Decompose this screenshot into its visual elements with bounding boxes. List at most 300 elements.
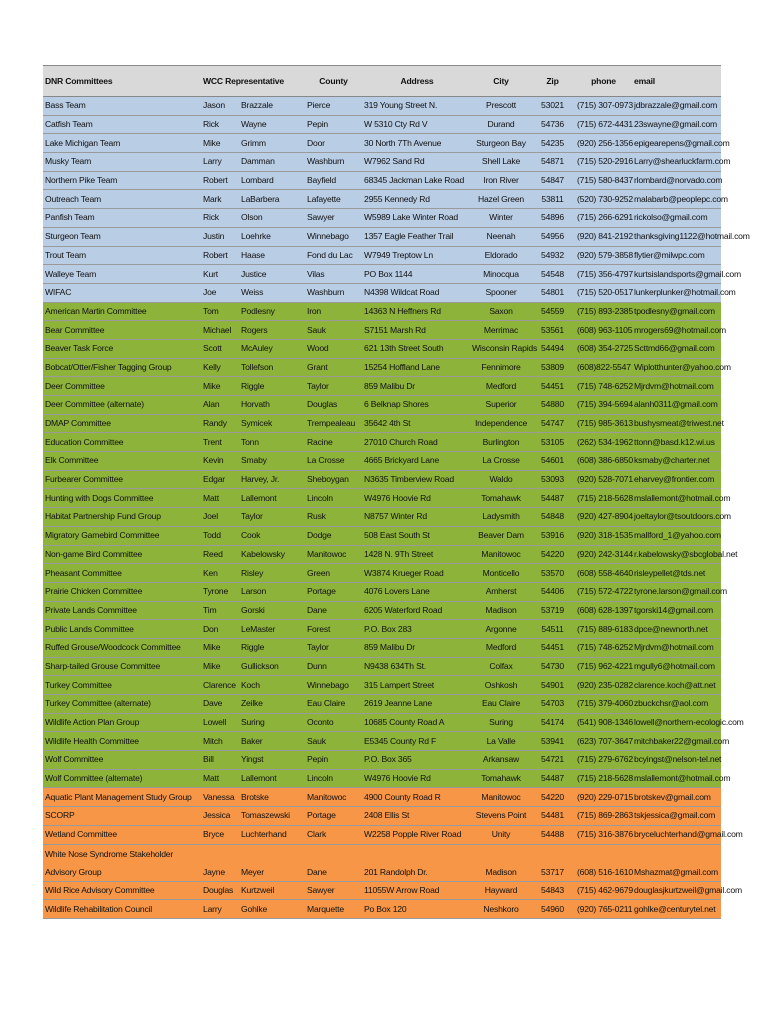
county-cell: Iron <box>305 302 362 321</box>
rep-last-name-cell: Wayne <box>239 115 305 134</box>
table-row <box>43 115 721 134</box>
committee-cell: Migratory Gamebird Committee <box>43 526 201 545</box>
table-row <box>43 769 721 788</box>
table-row <box>43 582 721 601</box>
city-cell: Colfax <box>472 657 530 676</box>
rep-first-name-cell: Joel <box>201 508 239 527</box>
address-cell: W4976 Hoovie Rd <box>362 769 472 788</box>
city-cell: Madison <box>472 601 530 620</box>
address-cell: W2258 Popple River Road <box>362 825 472 844</box>
table-row <box>43 489 721 508</box>
table-row <box>43 545 721 564</box>
city-cell: Spooner <box>472 283 530 302</box>
zip-cell: 53561 <box>530 321 575 340</box>
city-cell: Durand <box>472 115 530 134</box>
rep-last-name-cell: Haase <box>239 246 305 265</box>
rep-last-name-cell: McAuley <box>239 339 305 358</box>
email-cell: mallford_1@yahoo.com <box>632 526 721 545</box>
email-cell: epigearepens@gmail.com <box>632 134 721 153</box>
phone-cell: (920) 579-3858 <box>575 246 632 265</box>
header-city: City <box>472 66 530 97</box>
rep-last-name-cell: Koch <box>239 676 305 695</box>
zip-cell: 54956 <box>530 227 575 246</box>
address-cell: 6205 Waterford Road <box>362 601 472 620</box>
address-cell: W 5310 Cty Rd V <box>362 115 472 134</box>
rep-first-name-cell: Jessica <box>201 807 239 826</box>
table-row <box>43 844 721 881</box>
county-cell: Rusk <box>305 508 362 527</box>
zip-cell: 54721 <box>530 751 575 770</box>
phone-cell: (715) 672-4431 <box>575 115 632 134</box>
email-cell: gohlke@centurytel.net <box>632 900 721 919</box>
address-cell: 15254 Hoffland Lane <box>362 358 472 377</box>
phone-cell: (715) 218-5628 <box>575 489 632 508</box>
rep-last-name-cell: Olson <box>239 209 305 228</box>
phone-cell: (608) 963-1105 <box>575 321 632 340</box>
city-cell: Manitowoc <box>472 545 530 564</box>
rep-last-name-cell: Gorski <box>239 601 305 620</box>
email-cell: mslallemont@hotmail.com <box>632 489 721 508</box>
table-row <box>43 377 721 396</box>
rep-last-name-cell: Grimm <box>239 134 305 153</box>
rep-last-name-cell: Weiss <box>239 283 305 302</box>
county-cell: Douglas <box>305 396 362 415</box>
committee-cell: Beaver Task Force <box>43 339 201 358</box>
committee-cell: Pheasant Committee <box>43 564 201 583</box>
email-cell: zbuckchsr@aol.com <box>632 695 721 714</box>
zip-cell: 54559 <box>530 302 575 321</box>
table-row <box>43 508 721 527</box>
rep-first-name-cell: Michael <box>201 321 239 340</box>
rep-last-name-cell: Riggle <box>239 638 305 657</box>
table-row <box>43 134 721 153</box>
table-row <box>43 713 721 732</box>
table-row <box>43 676 721 695</box>
county-cell: Vilas <box>305 265 362 284</box>
table-row <box>43 190 721 209</box>
city-cell: Manitowoc <box>472 788 530 807</box>
phone-cell: (920) 765-0211 <box>575 900 632 919</box>
committee-cell: Deer Committee <box>43 377 201 396</box>
phone-cell: (715) 869-2863 <box>575 807 632 826</box>
table-row <box>43 638 721 657</box>
county-cell: Lafayette <box>305 190 362 209</box>
zip-cell: 54880 <box>530 396 575 415</box>
city-cell: Madison <box>472 844 530 881</box>
address-cell: N3635 Timberview Road <box>362 470 472 489</box>
rep-first-name-cell: Robert <box>201 171 239 190</box>
rep-first-name-cell: Don <box>201 620 239 639</box>
county-cell: Clark <box>305 825 362 844</box>
committee-cell: Walleye Team <box>43 265 201 284</box>
rep-last-name-cell: Smaby <box>239 452 305 471</box>
county-cell: Lincoln <box>305 769 362 788</box>
city-cell: Tomahawk <box>472 489 530 508</box>
county-cell: Manitowoc <box>305 788 362 807</box>
rep-last-name-cell: Cook <box>239 526 305 545</box>
rep-first-name-cell: Matt <box>201 769 239 788</box>
table-row <box>43 302 721 321</box>
rep-last-name-cell: LaBarbera <box>239 190 305 209</box>
rep-last-name-cell: Damman <box>239 153 305 172</box>
phone-cell: (715) 316-3876 <box>575 825 632 844</box>
committee-cell: WIFAC <box>43 283 201 302</box>
rep-last-name-cell: Kurtzweil <box>239 881 305 900</box>
committee-cell: Public Lands Committee <box>43 620 201 639</box>
email-cell: mrogers69@hotmail.com <box>632 321 721 340</box>
county-cell: Sauk <box>305 321 362 340</box>
address-cell: 319 Young Street N. <box>362 97 472 116</box>
email-cell: Larry@shearluckfarm.com <box>632 153 721 172</box>
rep-first-name-cell: Larry <box>201 153 239 172</box>
address-cell: 14363 N Heffners Rd <box>362 302 472 321</box>
zip-cell: 54736 <box>530 115 575 134</box>
phone-cell: (920) 229-0715 <box>575 788 632 807</box>
rep-last-name-cell: Lallemont <box>239 489 305 508</box>
address-cell: 1357 Eagle Feather Trail <box>362 227 472 246</box>
address-cell: E5345 County Rd F <box>362 732 472 751</box>
email-cell: bcyingst@nelson-tel.net <box>632 751 721 770</box>
committee-cell: Wolf Committee (alternate) <box>43 769 201 788</box>
city-cell: Ladysmith <box>472 508 530 527</box>
address-cell: 4665 Brickyard Lane <box>362 452 472 471</box>
address-cell: 621 13th Street South <box>362 339 472 358</box>
address-cell: 68345 Jackman Lake Road <box>362 171 472 190</box>
table-row <box>43 321 721 340</box>
zip-cell: 53916 <box>530 526 575 545</box>
city-cell: Monticello <box>472 564 530 583</box>
address-cell: 859 Malibu Dr <box>362 638 472 657</box>
rep-first-name-cell: Larry <box>201 900 239 919</box>
address-cell: 508 East South St <box>362 526 472 545</box>
header-email: email <box>632 66 721 97</box>
table-row <box>43 283 721 302</box>
zip-cell: 54511 <box>530 620 575 639</box>
rep-last-name-cell: Brazzale <box>239 97 305 116</box>
committee-cell: Trout Team <box>43 246 201 265</box>
phone-cell: (715) 962-4221 <box>575 657 632 676</box>
table-row <box>43 620 721 639</box>
table-row <box>43 825 721 844</box>
zip-cell: 54548 <box>530 265 575 284</box>
email-cell: malabarb@peoplepc.com <box>632 190 721 209</box>
committee-cell: Habitat Partnership Fund Group <box>43 508 201 527</box>
table-row <box>43 358 721 377</box>
email-cell: tyrone.larson@gmail.com <box>632 582 721 601</box>
committee-cell: SCORP <box>43 807 201 826</box>
email-cell: Scttmd66@gmail.com <box>632 339 721 358</box>
rep-first-name-cell: Mitch <box>201 732 239 751</box>
address-cell: W7949 Treptow Ln <box>362 246 472 265</box>
city-cell: La Crosse <box>472 452 530 471</box>
zip-cell: 54901 <box>530 676 575 695</box>
zip-cell: 54848 <box>530 508 575 527</box>
zip-cell: 54801 <box>530 283 575 302</box>
header-county: County <box>305 66 362 97</box>
table-row <box>43 339 721 358</box>
committee-cell: Education Committee <box>43 433 201 452</box>
table-row <box>43 246 721 265</box>
county-cell: Green <box>305 564 362 583</box>
phone-cell: (262) 534-1962 <box>575 433 632 452</box>
rep-first-name-cell: Scott <box>201 339 239 358</box>
rep-last-name-cell: Rogers <box>239 321 305 340</box>
rep-last-name-cell: Tollefson <box>239 358 305 377</box>
rep-last-name-cell: Yingst <box>239 751 305 770</box>
phone-cell: (920) 427-8904 <box>575 508 632 527</box>
city-cell: Medford <box>472 377 530 396</box>
address-cell: 2619 Jeanne Lane <box>362 695 472 714</box>
rep-first-name-cell: Clarence <box>201 676 239 695</box>
email-cell: lunkerplunker@hotmail.com <box>632 283 721 302</box>
rep-last-name-cell: Risley <box>239 564 305 583</box>
email-cell: ttonn@basd.k12.wi.us <box>632 433 721 452</box>
committee-cell: Musky Team <box>43 153 201 172</box>
committee-cell: Ruffed Grouse/Woodcock Committee <box>43 638 201 657</box>
address-cell: 35642 4th St <box>362 414 472 433</box>
rep-last-name-cell: Kabelowsky <box>239 545 305 564</box>
email-cell: Mjrdvm@hotmail.com <box>632 377 721 396</box>
committee-cell: Bass Team <box>43 97 201 116</box>
email-cell: bryceluchterhand@gmail.com <box>632 825 721 844</box>
phone-cell: (715) 893-2385 <box>575 302 632 321</box>
phone-cell: (520) 730-9252 <box>575 190 632 209</box>
committee-cell: Hunting with Dogs Committee <box>43 489 201 508</box>
phone-cell: (920) 235-0282 <box>575 676 632 695</box>
phone-cell: (608) 516-1610 <box>575 844 632 881</box>
committee-cell: Sturgeon Team <box>43 227 201 246</box>
city-cell: La Valle <box>472 732 530 751</box>
phone-cell: (608) 558-4640 <box>575 564 632 583</box>
address-cell: 2408 Ellis St <box>362 807 472 826</box>
address-cell: 2955 Kennedy Rd <box>362 190 472 209</box>
address-cell: 6 Belknap Shores <box>362 396 472 415</box>
rep-first-name-cell: Mike <box>201 638 239 657</box>
zip-cell: 53570 <box>530 564 575 583</box>
rep-first-name-cell: Mark <box>201 190 239 209</box>
city-cell: Wisconsin Rapids <box>472 339 530 358</box>
zip-cell: 54487 <box>530 489 575 508</box>
committee-cell: Lake Michigan Team <box>43 134 201 153</box>
email-cell: douglasjkurtzweil@gmail.com <box>632 881 721 900</box>
city-cell: Waldo <box>472 470 530 489</box>
rep-last-name-cell: Symicek <box>239 414 305 433</box>
email-cell: dpce@newnorth.net <box>632 620 721 639</box>
header-row <box>43 66 721 97</box>
committee-cell: Private Lands Committee <box>43 601 201 620</box>
phone-cell: (715) 394-5694 <box>575 396 632 415</box>
committee-cell: Wolf Committee <box>43 751 201 770</box>
table-row <box>43 526 721 545</box>
county-cell: Sawyer <box>305 209 362 228</box>
table-row <box>43 452 721 471</box>
zip-cell: 54847 <box>530 171 575 190</box>
zip-cell: 54451 <box>530 377 575 396</box>
city-cell: Minocqua <box>472 265 530 284</box>
phone-cell: (715) 572-4722 <box>575 582 632 601</box>
city-cell: Fennimore <box>472 358 530 377</box>
city-cell: Winter <box>472 209 530 228</box>
committee-cell: Wetland Committee <box>43 825 201 844</box>
address-cell: 201 Randolph Dr. <box>362 844 472 881</box>
phone-cell: (715) 985-3613 <box>575 414 632 433</box>
table-row <box>43 881 721 900</box>
address-cell: 315 Lampert Street <box>362 676 472 695</box>
rep-last-name-cell: Tomaszewski <box>239 807 305 826</box>
address-cell: W3874 Krueger Road <box>362 564 472 583</box>
zip-cell: 53941 <box>530 732 575 751</box>
rep-first-name-cell: Justin <box>201 227 239 246</box>
committee-cell: American Martin Committee <box>43 302 201 321</box>
rep-first-name-cell: Edgar <box>201 470 239 489</box>
phone-cell: (920) 528-7071 <box>575 470 632 489</box>
rep-last-name-cell: Gohlke <box>239 900 305 919</box>
address-cell: W5989 Lake Winter Road <box>362 209 472 228</box>
email-cell: tpodlesny@gmail.com <box>632 302 721 321</box>
email-cell: thanksgiving1122@hotmail.com <box>632 227 721 246</box>
committee-cell: Furbearer Committee <box>43 470 201 489</box>
rep-last-name-cell: Meyer <box>239 844 305 881</box>
table-row <box>43 227 721 246</box>
county-cell: Taylor <box>305 638 362 657</box>
city-cell: Eau Claire <box>472 695 530 714</box>
county-cell: Grant <box>305 358 362 377</box>
rep-last-name-cell: LeMaster <box>239 620 305 639</box>
city-cell: Argonne <box>472 620 530 639</box>
email-cell: Mjrdvm@hotmail.com <box>632 638 721 657</box>
email-cell: lowell@northern-ecologic.com <box>632 713 721 732</box>
email-cell: tgorski14@gmail.com <box>632 601 721 620</box>
address-cell: P.O. Box 283 <box>362 620 472 639</box>
phone-cell: (715) 462-9679 <box>575 881 632 900</box>
city-cell: Iron River <box>472 171 530 190</box>
email-cell: mslallemont@hotmail.com <box>632 769 721 788</box>
phone-cell: (715) 748-6252 <box>575 377 632 396</box>
city-cell: Saxon <box>472 302 530 321</box>
rep-last-name-cell: Loehrke <box>239 227 305 246</box>
zip-cell: 53809 <box>530 358 575 377</box>
city-cell: Stevens Point <box>472 807 530 826</box>
address-cell: 4076 Lovers Lane <box>362 582 472 601</box>
county-cell: Pierce <box>305 97 362 116</box>
city-cell: Burlington <box>472 433 530 452</box>
phone-cell: (715) 356-4797 <box>575 265 632 284</box>
committee-cell: Wildlife Health Committee <box>43 732 201 751</box>
rep-last-name-cell: Suring <box>239 713 305 732</box>
email-cell: rlombard@norvado.com <box>632 171 721 190</box>
county-cell: Dane <box>305 844 362 881</box>
phone-cell: (715) 279-6762 <box>575 751 632 770</box>
rep-first-name-cell: Jason <box>201 97 239 116</box>
zip-cell: 53811 <box>530 190 575 209</box>
committee-cell: Wildlife Rehabilitation Council <box>43 900 201 919</box>
rep-first-name-cell: Lowell <box>201 713 239 732</box>
phone-cell: (715) 218-5628 <box>575 769 632 788</box>
zip-cell: 54747 <box>530 414 575 433</box>
rep-first-name-cell: Kevin <box>201 452 239 471</box>
committee-cell: White Nose Syndrome Stakeholder Advisory Group <box>43 844 201 881</box>
table-row <box>43 265 721 284</box>
county-cell: Dodge <box>305 526 362 545</box>
table-row <box>43 657 721 676</box>
email-cell: ksmaby@charter.net <box>632 452 721 471</box>
table-body <box>43 97 750 919</box>
rep-first-name-cell: Douglas <box>201 881 239 900</box>
rep-first-name-cell: Ken <box>201 564 239 583</box>
table-row <box>43 97 721 116</box>
zip-cell: 54843 <box>530 881 575 900</box>
rep-last-name-cell: Taylor <box>239 508 305 527</box>
committee-cell: Elk Committee <box>43 452 201 471</box>
zip-cell: 54451 <box>530 638 575 657</box>
committee-cell: Bobcat/Otter/Fisher Tagging Group <box>43 358 201 377</box>
rep-first-name-cell: Robert <box>201 246 239 265</box>
zip-cell: 54235 <box>530 134 575 153</box>
city-cell: Neenah <box>472 227 530 246</box>
rep-first-name-cell: Alan <box>201 396 239 415</box>
city-cell: Merrimac <box>472 321 530 340</box>
table-row <box>43 900 721 919</box>
city-cell: Shell Lake <box>472 153 530 172</box>
city-cell: Beaver Dam <box>472 526 530 545</box>
email-cell: bushysmeat@triwest.net <box>632 414 721 433</box>
table-row <box>43 433 721 452</box>
city-cell: Neshkoro <box>472 900 530 919</box>
phone-cell: (920) 841-2192 <box>575 227 632 246</box>
rep-first-name-cell: Jayne <box>201 844 239 881</box>
city-cell: Prescott <box>472 97 530 116</box>
county-cell: La Crosse <box>305 452 362 471</box>
committee-cell: Turkey Committee (alternate) <box>43 695 201 714</box>
rep-last-name-cell: Lombard <box>239 171 305 190</box>
address-cell: 27010 Church Road <box>362 433 472 452</box>
phone-cell: (920) 318-1535 <box>575 526 632 545</box>
phone-cell: (608) 386-6850 <box>575 452 632 471</box>
rep-last-name-cell: Lallemont <box>239 769 305 788</box>
rep-first-name-cell: Tom <box>201 302 239 321</box>
phone-cell: (715) 520-0517 <box>575 283 632 302</box>
committee-cell: Outreach Team <box>43 190 201 209</box>
phone-cell: (608) 628-1397 <box>575 601 632 620</box>
rep-last-name-cell: Horvath <box>239 396 305 415</box>
committee-cell: Northern Pike Team <box>43 171 201 190</box>
zip-cell: 54932 <box>530 246 575 265</box>
table-row <box>43 396 721 415</box>
header-phone: phone <box>575 66 632 97</box>
zip-cell: 53717 <box>530 844 575 881</box>
rep-first-name-cell: Bryce <box>201 825 239 844</box>
email-cell: Wiplotthunter@yahoo.com <box>632 358 721 377</box>
phone-cell: (608) 354-2725 <box>575 339 632 358</box>
address-cell: 859 Malibu Dr <box>362 377 472 396</box>
address-cell: 4900 County Road R <box>362 788 472 807</box>
zip-cell: 54494 <box>530 339 575 358</box>
address-cell: 11055W Arrow Road <box>362 881 472 900</box>
county-cell: Oconto <box>305 713 362 732</box>
rep-first-name-cell: Mike <box>201 657 239 676</box>
rep-first-name-cell: Mike <box>201 134 239 153</box>
zip-cell: 54730 <box>530 657 575 676</box>
table-row <box>43 171 721 190</box>
committee-cell: Wildlife Action Plan Group <box>43 713 201 732</box>
committee-cell: Catfish Team <box>43 115 201 134</box>
rep-first-name-cell: Rick <box>201 115 239 134</box>
county-cell: Dunn <box>305 657 362 676</box>
address-cell: N8757 Winter Rd <box>362 508 472 527</box>
rep-first-name-cell: Kelly <box>201 358 239 377</box>
rep-last-name-cell: Gullickson <box>239 657 305 676</box>
county-cell: Marquette <box>305 900 362 919</box>
